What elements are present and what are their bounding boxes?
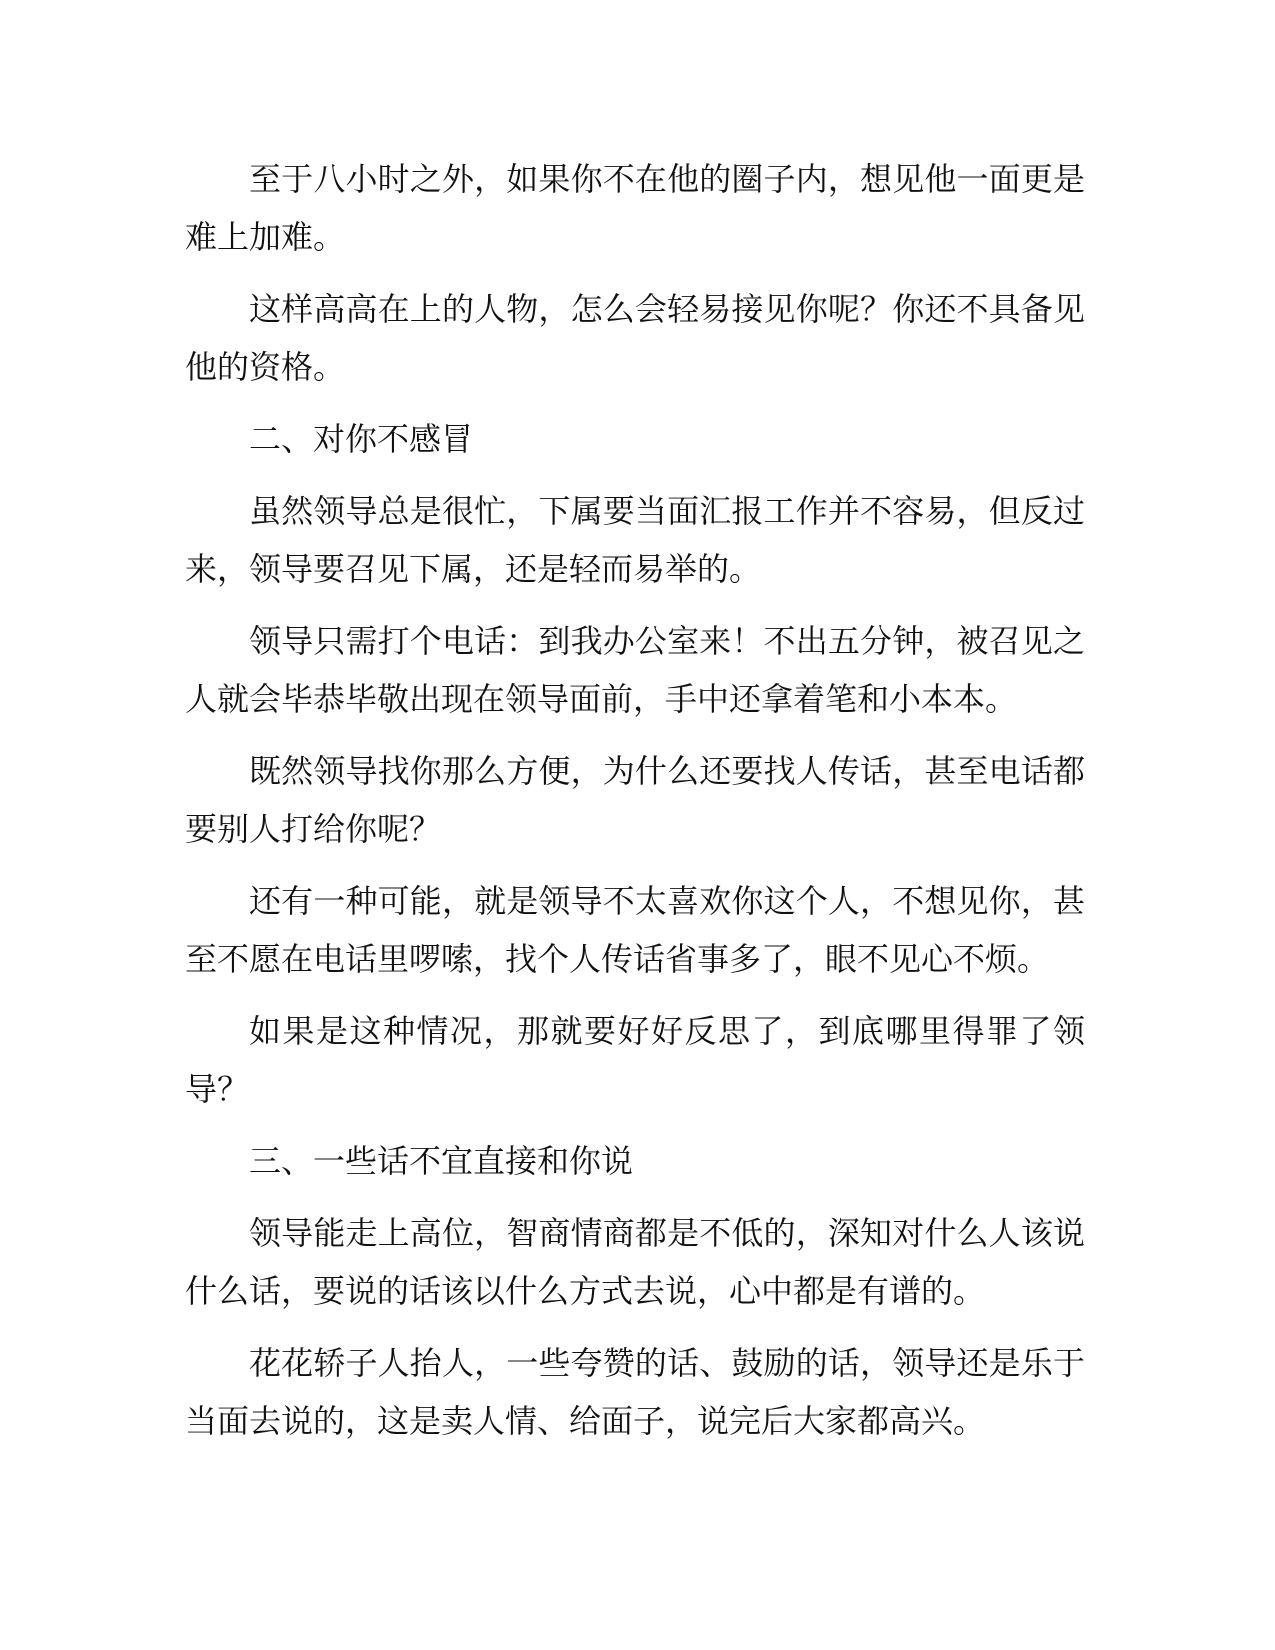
paragraph-7: 如果是这种情况，那就要好好反思了，到底哪里得罪了领导？ (185, 1012, 1085, 1108)
paragraph-3: 虽然领导总是很忙，下属要当面汇报工作并不容易，但反过来，领导要召见下属，还是轻而易举的。 (185, 492, 1085, 588)
article-body (185, 150, 1085, 1464)
paragraph-2: 这样高高在上的人物，怎么会轻易接见你呢？你还不具备见他的资格。 (185, 290, 1085, 386)
paragraph-8: 领导能走上高位，智商情商都是不低的，深知对什么人该说什么话，要说的话该以什么方式去说，心中都是有谱的。 (185, 1214, 1085, 1310)
paragraph-6: 还有一种可能，就是领导不太喜欢你这个人，不想见你，甚至不愿在电话里啰嗦，找个人传话省事多了，眼不见心不烦。 (185, 882, 1085, 978)
paragraph-9: 花花轿子人抬人，一些夸赞的话、鼓励的话，领导还是乐于当面去说的，这是卖人情、给面子，说完后大家都高兴。 (185, 1344, 1085, 1440)
section-heading-3: 三、一些话不宜直接和你说 (249, 1142, 634, 1180)
section-heading-2: 二、对你不感冒 (249, 420, 474, 458)
paragraph-5: 既然领导找你那么方便，为什么还要找人传话，甚至电话都要别人打给你呢？ (185, 752, 1085, 848)
paragraph-1: 至于八小时之外，如果你不在他的圈子内，想见他一面更是难上加难。 (185, 160, 1085, 256)
paragraph-4: 领导只需打个电话：到我办公室来！不出五分钟，被召见之人就会毕恭毕敬出现在领导面前，手中还拿着笔和小本本。 (185, 622, 1085, 718)
